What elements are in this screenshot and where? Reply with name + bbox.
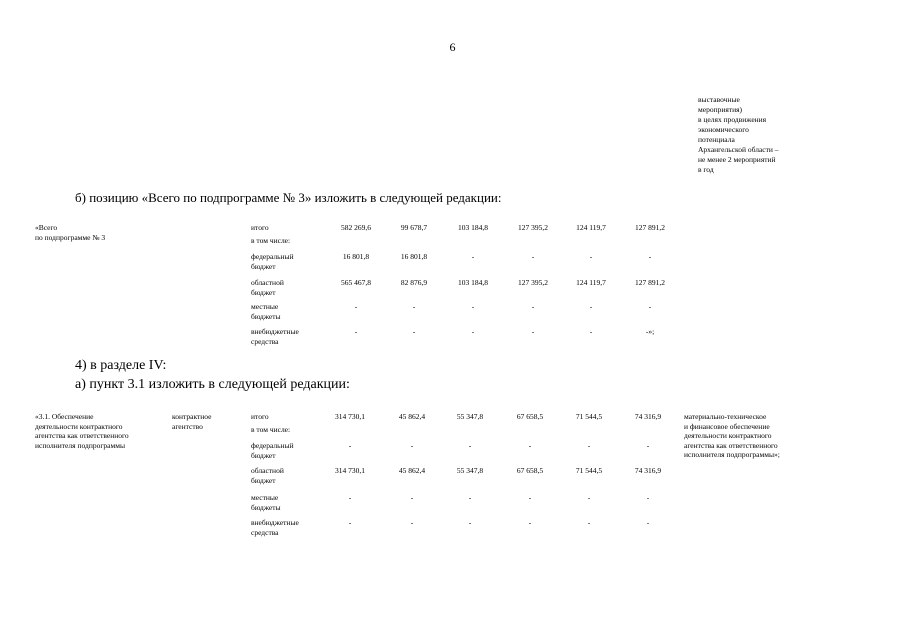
table2-result-line: деятельности контрактного [684,431,772,440]
value-cell: 127 891,2 [635,278,665,287]
value-cell: - [528,518,532,527]
row-label [251,236,290,246]
value-cell: - [531,302,535,311]
row-label-line: федеральный [251,252,294,261]
table2-name-line: деятельности контрактного [35,421,123,431]
value-cell: 67 658,5 [516,412,544,421]
value-cell: - [410,441,414,450]
value-cell: - [587,493,591,502]
row-label [251,466,284,485]
side-note-line: экономического [698,125,749,134]
row-label [251,412,269,422]
value-cell: - [468,493,472,502]
row-label [251,425,290,435]
table2-name [35,412,129,450]
table2-result-line: материально-техническое [684,412,767,421]
value-cell: - [471,302,475,311]
row-label-line: бюджет [251,287,276,297]
row-label [251,223,269,233]
row-label [251,252,294,271]
value-cell: 16 801,8 [342,252,370,261]
value-cell: - [528,493,532,502]
value-cell: 74 316,9 [634,412,662,421]
row-label-line: областной [251,466,284,475]
row-label [251,441,294,460]
table1-name-line: по подпрограмме № 3 [35,232,106,242]
value-cell: - [348,518,352,527]
value-cell: 127 891,2 [635,223,665,232]
value-cell: 314 730,1 [335,412,365,421]
heading-section-4: 4) в разделе IV: [75,358,167,373]
row-label-line: средства [251,527,279,537]
value-cell: - [412,327,416,336]
table1-name-line: «Всего [35,223,58,232]
value-cell: - [528,441,532,450]
value-cell: 103 184,8 [458,223,488,232]
row-label-line: в том числе: [251,425,291,434]
value-cell: 582 269,6 [341,223,371,232]
row-label-line: внебюджетные [251,518,299,527]
value-cell: - [589,252,593,261]
side-note-line: выставочные [698,95,740,104]
table2-name-line: «3.1. Обеспечение [35,412,94,421]
value-cell: 314 730,1 [335,466,365,475]
row-label-line: в том числе: [251,236,291,245]
row-label [251,302,281,321]
page-number: 6 [449,40,456,54]
heading-b: б) позицию «Всего по подпрограмме № 3» изложить в следующей редакции: [75,190,502,205]
table2-name-line: исполнителя подпрограммы [35,440,126,450]
value-cell: 55 347,8 [456,466,484,475]
value-cell: 127 395,2 [518,278,548,287]
value-cell: 74 316,9 [634,466,662,475]
value-cell: - [471,327,475,336]
side-note-line: потенциала [698,135,735,144]
value-cell: - [468,518,472,527]
row-label-line: внебюджетные [251,327,299,336]
value-cell: 55 347,8 [456,412,484,421]
table2-name-line: агентства как ответственного [35,431,129,440]
value-cell: 71 544,5 [575,412,603,421]
heading-a: а) пункт 3.1 изложить в следующей редакции: [75,377,350,392]
value-cell: - [412,302,416,311]
value-cell: - [587,441,591,450]
side-note-line: мероприятия) [698,105,743,114]
row-label-line: местные [251,493,279,502]
table2-executor [172,412,211,431]
value-cell: - [354,302,358,311]
value-cell: 124 119,7 [576,223,606,232]
side-note-line: в целях продвижения [698,115,767,124]
value-cell: - [646,493,650,502]
table2-result-line: агентства как ответственного [684,440,778,450]
row-label-line: бюджет [251,261,276,271]
side-note-line: не менее 2 мероприятий [698,155,776,164]
row-label-line: бюджет [251,475,276,485]
value-cell: - [589,327,593,336]
value-cell: - [646,518,650,527]
row-label-line: итого [251,223,269,232]
value-cell: - [648,302,652,311]
value-cell: - [646,441,650,450]
value-cell: - [531,252,535,261]
value-cell: 82 876,9 [400,278,428,287]
table2-result-line: исполнителя подпрограммы»; [684,450,780,459]
value-cell: 565 467,8 [341,278,371,287]
row-label [251,493,281,512]
value-cell: -»; [645,327,655,336]
table2-result-line: и финансовое обеспечение [684,421,770,431]
table1-name [35,223,105,242]
row-label-line: итого [251,412,269,421]
row-label-line: федеральный [251,441,294,450]
value-cell: 45 862,4 [398,412,426,421]
row-label-line: местные [251,302,279,311]
value-cell: - [531,327,535,336]
side-note-line: в год [698,165,714,174]
table2-executor-line: контрактное [172,412,212,421]
value-cell: 127 395,2 [518,223,548,232]
value-cell: 67 658,5 [516,466,544,475]
value-cell: - [410,518,414,527]
side-note-line: Архангельской области – [698,145,779,154]
value-cell: 124 119,7 [576,278,606,287]
value-cell: - [648,252,652,261]
row-label-line: бюджеты [251,311,281,321]
value-cell: - [410,493,414,502]
value-cell: - [587,518,591,527]
value-cell: - [348,493,352,502]
value-cell: - [354,327,358,336]
value-cell: 71 544,5 [575,466,603,475]
value-cell: - [471,252,475,261]
value-cell: 16 801,8 [400,252,428,261]
row-label-line: областной [251,278,284,287]
row-label-line: средства [251,336,279,346]
side-note [698,95,818,175]
row-label [251,518,299,537]
value-cell: 103 184,8 [458,278,488,287]
row-label-line: бюджеты [251,502,281,512]
row-label [251,278,284,297]
value-cell: 99 678,7 [400,223,428,232]
table2-executor-line: агентство [172,421,203,431]
row-label-line: бюджет [251,450,276,460]
row-label [251,327,299,346]
value-cell: 45 862,4 [398,466,426,475]
value-cell: - [348,441,352,450]
table2-result [684,412,780,460]
value-cell: - [589,302,593,311]
value-cell: - [468,441,472,450]
